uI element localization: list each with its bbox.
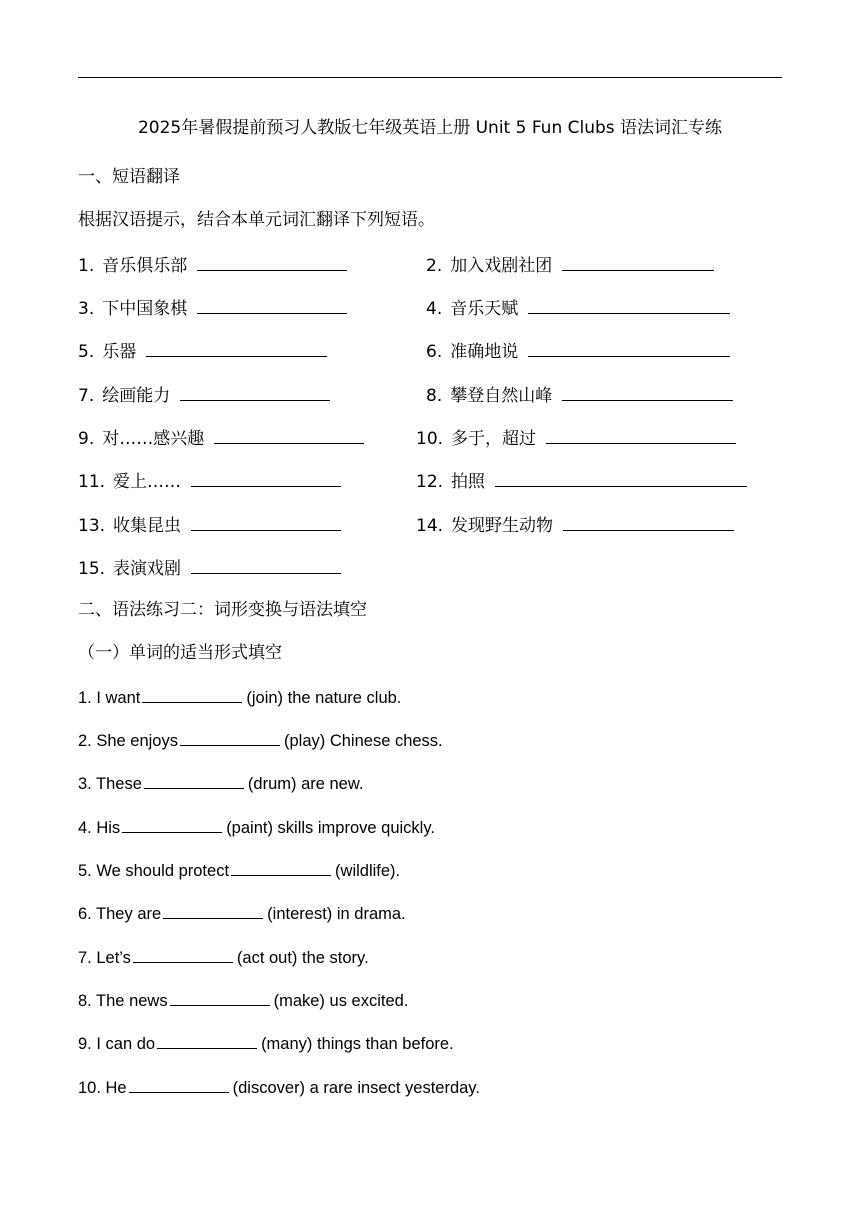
phrase-item: 13. 收集昆虫	[78, 512, 341, 538]
answer-blank[interactable]	[214, 425, 364, 444]
phrase-item: 3. 下中国象棋	[78, 295, 347, 321]
page-title: 2025年暑假提前预习人教版七年级英语上册 Unit 5 Fun Clubs 语法词汇专练	[137, 118, 723, 138]
answer-blank[interactable]	[197, 295, 347, 314]
phrase-item: 1. 音乐俱乐部	[78, 252, 347, 278]
phrase-item: 11. 爱上……	[78, 468, 341, 494]
answer-blank[interactable]	[157, 1032, 257, 1049]
phrase-item: 10. 多于，超过	[416, 425, 736, 451]
exercise-item: 1. I want (join) the nature club.	[78, 686, 401, 710]
answer-blank[interactable]	[562, 252, 714, 271]
answer-blank[interactable]	[180, 729, 280, 746]
phrase-item: 8. 攀登自然山峰	[426, 382, 733, 408]
phrase-item: 7. 绘画能力	[78, 382, 330, 408]
phrase-item: 14. 发现野生动物	[416, 512, 734, 538]
answer-blank[interactable]	[191, 512, 341, 531]
answer-blank[interactable]	[163, 902, 263, 919]
exercise-item: 2. She enjoys (play) Chinese chess.	[78, 729, 443, 753]
answer-blank[interactable]	[191, 555, 341, 574]
phrase-item: 12. 拍照	[416, 468, 747, 494]
exercise-item: 7. Let’s (act out) the story.	[78, 946, 369, 970]
exercise-item: 5. We should protect (wildlife).	[78, 859, 400, 883]
exercise-item: 8. The news (make) us excited.	[78, 989, 408, 1013]
answer-blank[interactable]	[231, 859, 331, 876]
answer-blank[interactable]	[180, 382, 330, 401]
answer-blank[interactable]	[197, 252, 347, 271]
exercise-item: 6. They are (interest) in drama.	[78, 902, 406, 926]
phrase-item: 15. 表演戏剧	[78, 555, 341, 581]
phrase-item: 4. 音乐天赋	[426, 295, 730, 321]
phrase-item: 2. 加入戏剧社团	[426, 252, 714, 278]
exercise-item: 3. These (drum) are new.	[78, 772, 363, 796]
answer-blank[interactable]	[563, 512, 734, 531]
answer-blank[interactable]	[170, 989, 270, 1006]
answer-blank[interactable]	[546, 425, 736, 444]
answer-blank[interactable]	[129, 1076, 229, 1093]
answer-blank[interactable]	[133, 946, 233, 963]
answer-blank[interactable]	[146, 338, 327, 357]
answer-blank[interactable]	[562, 382, 733, 401]
section-2-subheading: （一）单词的适当形式填空	[78, 643, 282, 663]
answer-blank[interactable]	[528, 295, 730, 314]
section-1-heading: 一、短语翻译	[78, 167, 180, 187]
section-2-heading: 二、语法练习二：词形变换与语法填空	[78, 600, 367, 620]
answer-blank[interactable]	[191, 468, 341, 487]
exercise-item: 4. His (paint) skills improve quickly.	[78, 816, 435, 840]
answer-blank[interactable]	[495, 468, 747, 487]
section-1-instruction: 根据汉语提示，结合本单元词汇翻译下列短语。	[78, 210, 435, 230]
answer-blank[interactable]	[142, 686, 242, 703]
answer-blank[interactable]	[144, 772, 244, 789]
exercise-item: 9. I can do (many) things than before.	[78, 1032, 454, 1056]
header-rule	[78, 77, 782, 78]
answer-blank[interactable]	[122, 816, 222, 833]
phrase-item: 6. 准确地说	[426, 338, 730, 364]
exercise-item: 10. He (discover) a rare insect yesterday.	[78, 1076, 480, 1100]
answer-blank[interactable]	[528, 338, 730, 357]
phrase-item: 9. 对……感兴趣	[78, 425, 364, 451]
phrase-item: 5. 乐器	[78, 338, 327, 364]
